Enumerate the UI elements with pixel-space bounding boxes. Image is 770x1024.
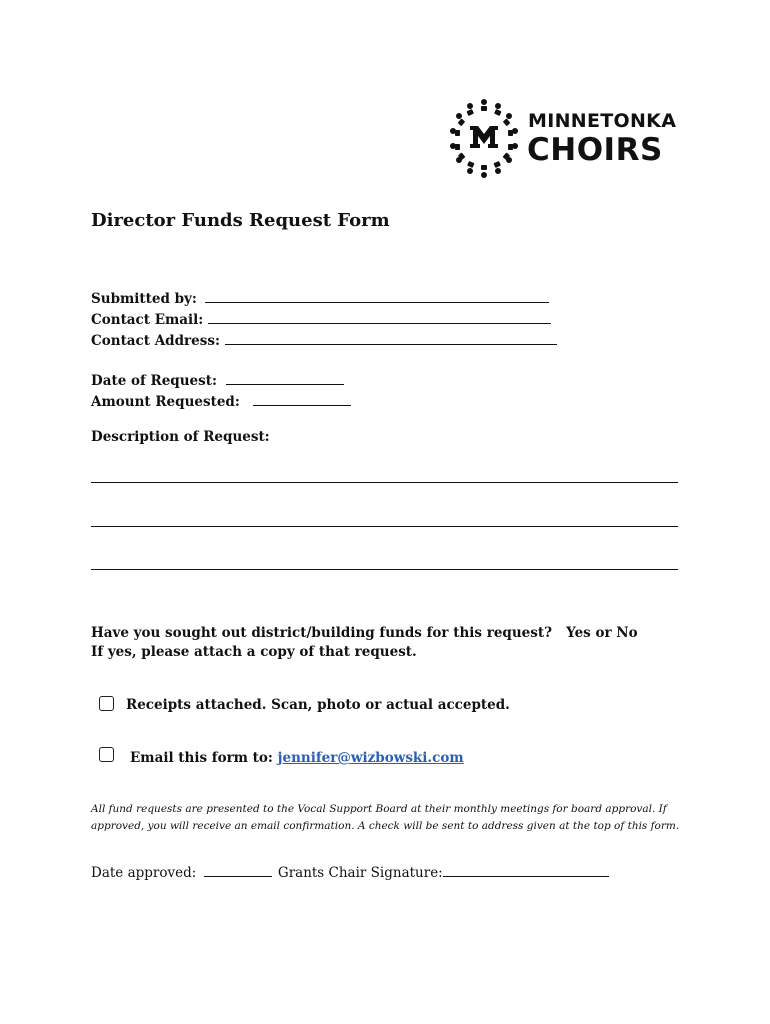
date-approved-field[interactable] — [204, 864, 272, 877]
email-link[interactable]: jennifer@wizbowski.com — [277, 750, 464, 766]
submitted-by-label: Submitted by: — [91, 291, 197, 307]
logo-wordmark-top: MINNETONKA — [528, 110, 677, 132]
description-line-1[interactable] — [91, 482, 678, 483]
date-of-request-row — [91, 372, 344, 389]
approval-note: All fund requests are presented to the Vocal Support Board at their monthly meetings for board approval. If approved, you will receive an email confirmation. A check will be sent to address given at the top of this form. — [91, 803, 680, 832]
receipts-label: Receipts attached. Scan, photo or actual accepted. — [126, 697, 510, 713]
description-line-2[interactable] — [91, 526, 678, 527]
form-title: Director Funds Request Form — [91, 210, 390, 231]
date-approved-label: Date approved: — [91, 865, 197, 881]
choir-people-circle-icon — [448, 98, 520, 178]
amount-requested-row — [91, 393, 351, 410]
contact-email-row — [91, 311, 551, 328]
description-line-3[interactable] — [91, 569, 678, 570]
date-of-request-label: Date of Request: — [91, 373, 217, 389]
district-funds-instruction: If yes, please attach a copy of that request. — [91, 644, 417, 660]
minnetonka-choirs-logo — [448, 98, 678, 180]
amount-requested-label: Amount Requested: — [91, 394, 240, 410]
submitted-by-field[interactable] — [205, 290, 549, 303]
email-form-checkbox[interactable] — [99, 747, 114, 762]
date-of-request-field[interactable] — [226, 372, 344, 385]
receipts-checkbox[interactable] — [99, 696, 114, 711]
logo-wordmark-bottom: CHOIRS — [527, 132, 663, 168]
contact-email-label: Contact Email: — [91, 312, 204, 328]
description-label: Description of Request: — [91, 429, 270, 445]
contact-address-label: Contact Address: — [91, 333, 220, 349]
submitted-by-row — [91, 290, 549, 307]
email-form-label: Email this form to: — [130, 750, 278, 766]
contact-email-field[interactable] — [208, 311, 551, 324]
amount-requested-field[interactable] — [253, 393, 351, 406]
grants-chair-label: Grants Chair Signature: — [277, 865, 443, 881]
district-funds-question: Have you sought out district/building funds for this request? Yes or No — [91, 625, 638, 641]
contact-address-field[interactable] — [225, 332, 557, 345]
email-form-row — [130, 750, 464, 766]
approval-footer — [91, 864, 609, 881]
grants-chair-signature-field[interactable] — [443, 864, 609, 877]
contact-address-row — [91, 332, 557, 349]
